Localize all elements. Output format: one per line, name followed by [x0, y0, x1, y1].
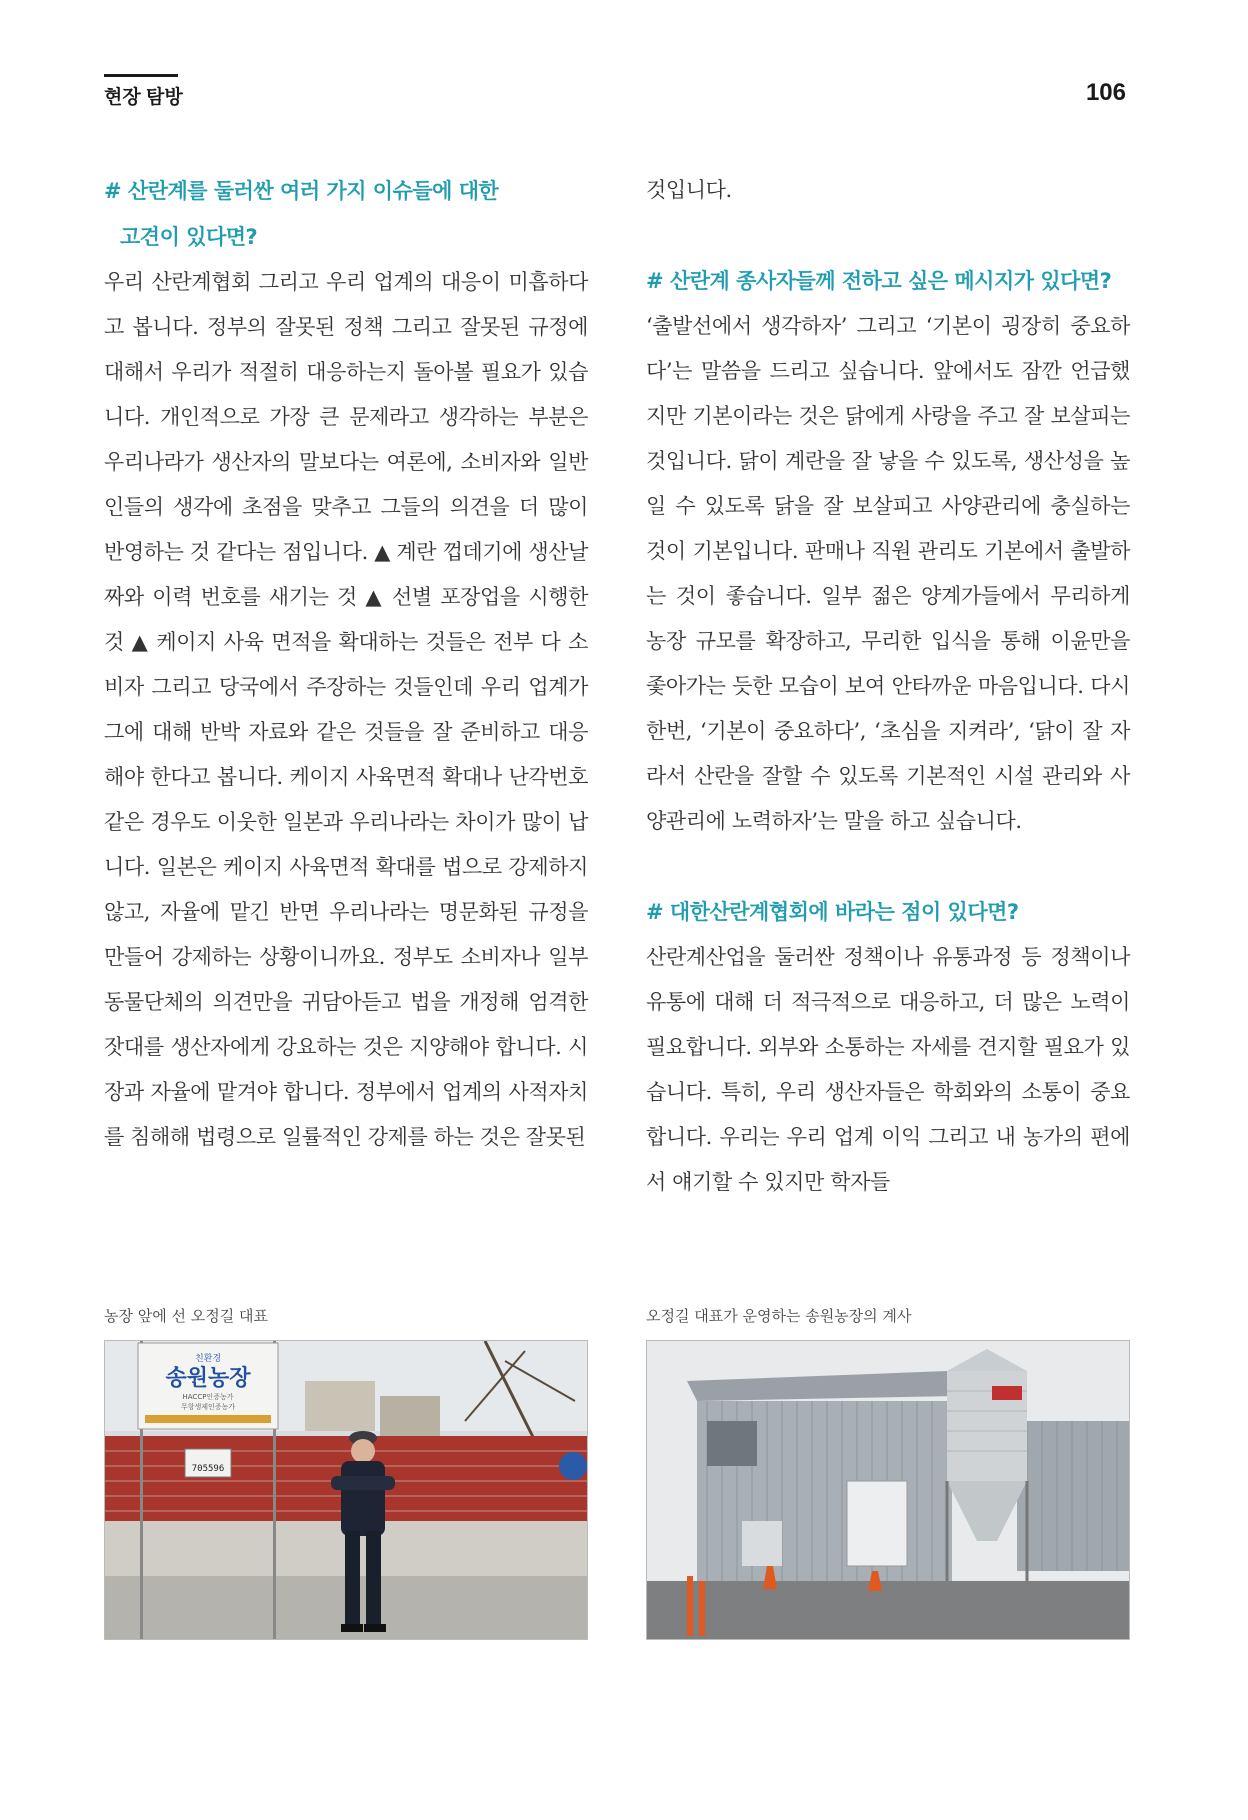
question-heading-line1: # 산란계를 둘러싼 여러 가지 이슈들에 대한 — [104, 179, 499, 203]
photo-caption-left: 농장 앞에 선 오정길 대표 — [104, 1307, 268, 1325]
answer-issues: 우리 산란계협회 그리고 우리 업계의 대응이 미흡하다고 봅니다. 정부의 잘못된 정책 그리고 잘못된 규정에 대해서 우리가 적절히 대응하는지 돌아볼 필요가 있습니다. 개인적으로 가장 큰 문제라고 생각하는 부분은 우리나라가 생산자의 말보다는 여론에, 소비자와 일반인들의 생각에 초점을 맞추고 그들의 의견을 더 많이 반영하는 것 같다는 점입니다. ▲ 계란 껍데기에 생산날짜와 이력 번호를 새기는 것 ▲ 선별 포장업을 시행한 것 ▲ 케이지 사육 면적을 확대하는 것들은 전부 다 소비자 그리고 당국에서 주장하는 것들인데 우리 업계가 그에 대해 반박 자료와 같은 것들을 잘 준비하고 대응해야 한다고 봅니다. 케이지 사육면적 확대나 난각번호 같은 경우도 이웃한 일본과 우리나라는 차이가 많이 납니다. 일본은 케이지 사육면적 확대를 법으로 강제하지 않고, 자율에 맡긴 반면 우리나라는 명문화된 규정을 만들어 강제하는 상황이니까요. 정부도 소비자나 일부 동물단체의 의견만을 귀담아듣고 법을 개정해 엄격한 잣대를 생산자에게 강요하는 것은 지양해야 합니다. 시장과 자율에 맡겨야 합니다. 정부에서 업계의 사적자치를 침해해 법령으로 일률적인 강제를 하는 것은 잘못된 — [104, 270, 588, 1149]
page-number: 106 — [1085, 79, 1126, 106]
answer-message: ‘출발선에서 생각하자’ 그리고 ‘기본이 굉장히 중요하다’는 말씀을 드리고 싶습니다. 앞에서도 잠깐 언급했지만 기본이라는 것은 닭에게 사랑을 주고 잘 보살피는 것입니다. 닭이 계란을 잘 낳을 수 있도록, 생산성을 높일 수 있도록 닭을 잘 보살피고 사양관리에 충실하는 것이 기본입니다. 판매나 직원 관리도 기본에서 출발하는 것이 좋습니다. 일부 젊은 양계가들에서 무리하게 농장 규모를 확장하고, 무리한 입식을 통해 이윤만을 좇아가는 듯한 모습이 보여 안타까운 마음입니다. 다시 한번, ‘기본이 중요하다’, ‘초심을 지켜라’, ‘닭이 잘 자라서 산란을 잘할 수 있도록 기본적인 시설 관리와 사양관리에 노력하자’는 말을 하고 싶습니다. — [646, 314, 1130, 833]
question-heading-message: # 산란계 종사자들께 전하고 싶은 메시지가 있다면? — [646, 269, 1112, 293]
answer-issues-continued: 것입니다. — [646, 178, 732, 202]
sign-sub1-text: HACCP인증농가 — [182, 1393, 234, 1401]
sign-small-text: 친환경 — [194, 1354, 222, 1364]
sign-sub2-text: 무항생제인증농가 — [180, 1403, 236, 1411]
sign-main-text: 송원농장 — [165, 1366, 251, 1391]
question-heading-association: # 대한산란계협회에 바라는 점이 있다면? — [646, 900, 1019, 924]
answer-association: 산란계산업을 둘러싼 정책이나 유통과정 등 정책이나 유통에 대해 더 적극적으로 대응하고, 더 많은 노력이 필요합니다. 외부와 소통하는 자세를 견지할 필요가 있습니다. 특히, 우리 생산자들은 학회와의 소통이 중요합니다. 우리는 우리 업계 이익 그리고 내 농가의 편에서 얘기할 수 있지만 학자들 — [646, 945, 1130, 1194]
photo-poultry-house — [646, 1340, 1130, 1640]
photo-caption-right: 오정길 대표가 운영하는 송원농장의 계사 — [646, 1307, 912, 1325]
question-heading-line2: 고견이 있다면? — [120, 225, 258, 249]
right-column — [646, 168, 1130, 1205]
left-column — [104, 168, 588, 1160]
section-label: 현장 탐방 — [104, 87, 183, 108]
question-heading-issues — [104, 168, 588, 260]
sign-number-text: 705596 — [191, 1464, 225, 1474]
photo-farm-owner — [104, 1340, 588, 1640]
header-rule — [104, 74, 178, 77]
